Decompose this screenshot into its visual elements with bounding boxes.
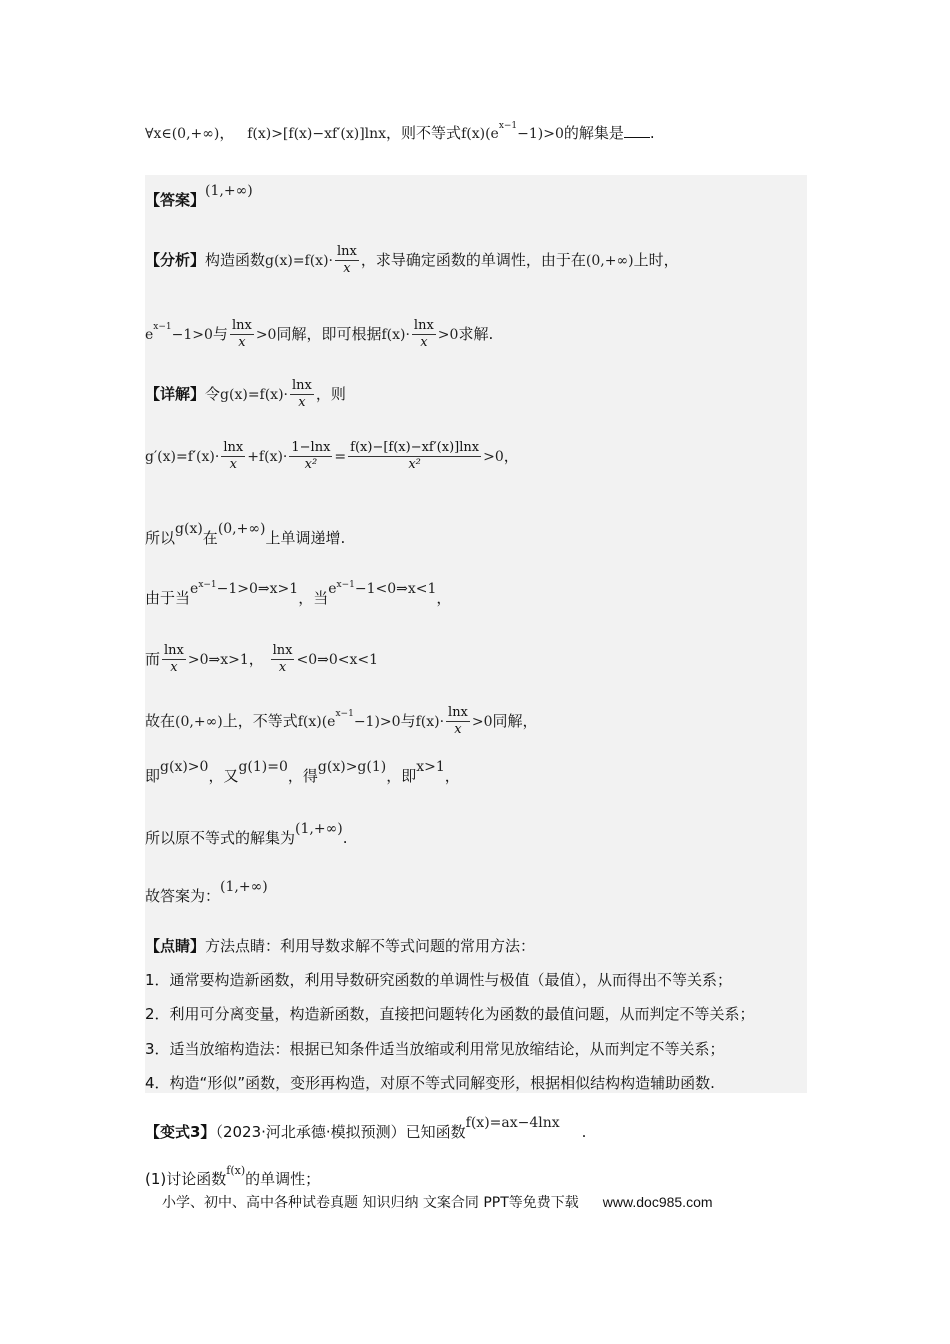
condition-domain: ∀x∈(0,+∞)	[145, 126, 220, 142]
detail-line-1: 【详解】令g(x)=f(x)· $\frac{\ln x}{x}$ ，则	[145, 378, 346, 410]
tips-intro-line: 【点睛】方法点睛：利用导数求解不等式问题的常用方法：	[145, 937, 536, 955]
variant-line: 【变式3】（2023·河北承德·模拟预测）已知函数f(x)=ax−4lnx .	[145, 1115, 587, 1141]
answer-blank	[624, 123, 650, 138]
page-footer	[162, 1192, 713, 1212]
conclusion-line: 即g(x)>0，又g(1)=0，得g(x)>g(1)，即x>1，	[145, 759, 460, 785]
fraction-lnx-over-x: $\frac{\ln x}{x}$	[337, 244, 357, 276]
tips-item-2: 2．利用可分离变量，构造新函数，直接把问题转化为函数的最值问题，从而判定不等关系；	[145, 1005, 755, 1023]
solution-set-line: 所以原不等式的解集为(1,+∞).	[145, 821, 348, 847]
tips-item-1: 1．通常要构造新函数，利用导数研究函数的单调性与极值（最值），从而得出不等关系；	[145, 971, 733, 989]
tips-label: 【点睛】	[145, 937, 206, 955]
answer-value: (1,+∞)	[205, 183, 253, 199]
footer-url[interactable]: www.doc985.com	[602, 1194, 713, 1210]
answer-label: 【答案】	[145, 191, 206, 209]
variant-label: 【变式3】	[145, 1123, 216, 1141]
question-line: ∀x∈(0,+∞)， f(x)>[f(x)−xf′(x)]lnx，则不等式$f(x)(e^{x-1}-1)>0$的解集是 .	[145, 121, 655, 142]
and-line: 而 $\frac{\ln x}{x}$ >0⇒x>1， $\frac{\ln x}{x}$ <0⇒0<x<1	[145, 643, 379, 675]
tips-item-4: 4．构造“形似”函数，变形再构造，对原不等式同解变形，根据相似结构构造辅助函数.	[145, 1074, 715, 1092]
analysis-label: 【分析】	[145, 251, 206, 269]
case-line: 由于当$e^{x-1}-1>0\Rightarrow x>1$，当$e^{x-1}-1<0\Rightarrow x<1$，	[145, 580, 452, 607]
analysis-line-1: 【分析】构造函数g(x)=f(x)· $\frac{\ln x}{x}$ ，求导确定函数的单调性，由于在(0,+∞)上时，	[145, 244, 679, 276]
variant-function: f(x)=ax−4lnx	[465, 1115, 560, 1131]
analysis-line-2: $e^{x-1}-1>0$与 $\frac{\ln x}{x}$ >0同解，即可根据f(x)· $\frac{\ln x}{x}$ >0求解.	[145, 318, 494, 350]
derivative-line: g′(x)=f′(x)· $\frac{\ln x}{x}$ +f(x)· $\frac{1-\ln x}{\text{x²}}$ = $\frac{f(x)-[f(x)-xf'(x)]\ln x}{\text{x²}}$ >0，	[145, 440, 519, 472]
target-inequality: $f(x)(e^{x-1}-1)>0$	[461, 121, 564, 142]
monotonic-line: 所以g(x)在(0,+∞)上单调递增.	[145, 521, 346, 547]
detail-label: 【详解】	[145, 385, 206, 403]
footer-text: 小学、初中、高中各种试卷真题 知识归纳 文案合同 PPT等免费下载	[162, 1195, 579, 1211]
answer-line	[145, 183, 253, 211]
final-answer-line: 故答案为：(1,+∞)	[145, 879, 268, 905]
condition-inequality: f(x)>[f(x)−xf′(x)]lnx	[247, 126, 387, 142]
equivalence-line: 故在(0,+∞)上，不等式$f(x)(e^{x-1}-1)>0$与f(x)· $\frac{\ln x}{x}$ >0同解，	[145, 705, 538, 737]
variant-part-1: (1)讨论函数$^{f(x)}$的单调性；	[145, 1164, 321, 1188]
variant-source: （2023·河北承德·模拟预测）已知函数	[215, 1123, 466, 1141]
tips-item-3: 3．适当放缩构造法：根据已知条件适当放缩或利用常见放缩结论，从而判定不等关系；	[145, 1040, 725, 1058]
